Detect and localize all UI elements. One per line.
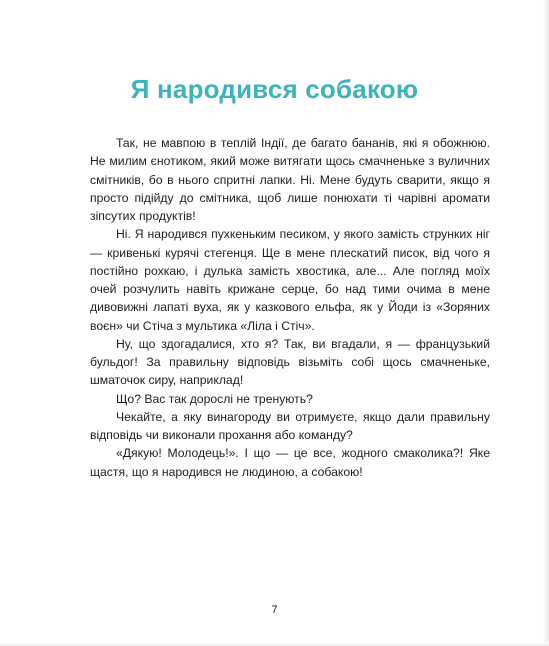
chapter-title: Я народився собакою: [130, 74, 419, 104]
chapter-body: [90, 134, 490, 481]
paragraph: Ну, що здогадалися, хто я? Так, ви вгадали, я — французький бульдог! За правильну відповідь візьміть собі щось смачненьке, шматочок сиру, наприклад!: [90, 336, 490, 388]
page-bottom-shadow: [0, 642, 549, 646]
paragraph: Так, не мавпою в теплій Індії, де багато бананів, які я обожнюю. Не милим єнотиком, який може витягати щось смачненьке з вуличних смітників, бо в нього спритні лапки. Ні. Мене будуть сварити, якщо я просто підійду до смітника, щоб лише понюхати ті чарівні аромати зіпсутих продуктів!: [90, 136, 490, 223]
page-number: 7: [271, 604, 278, 616]
paragraph: «Дякую! Молодець!». І що — це все, жодного смаколика?! Яке щастя, що я народився не людиною, а собакою!: [90, 446, 490, 479]
paragraph: Чекайте, а яку винагороду ви отримуєте, якщо дали правильну відповідь чи виконали прохання або команду?: [90, 409, 490, 442]
paragraph: Що? Вас так дорослі не тренують?: [116, 391, 313, 406]
page-edge-shadow: [543, 0, 549, 646]
paragraph: Ні. Я народився пухкеньким песиком, у якого замість стрункиx ніг — кривенькі курячі стегенця. Ще в мене плескатий писок, від чого я постійно рохкаю, і дулька замість хвостика, але... Але погляд моїх очей розчулить навіть крижане серце, бо над тими очима в мене дивовижні лапаті вуха, як у казкового ельфа, як у Йоди із «Зоряних воєн» чи Стіча з мультика «Ліла і Стіч».: [90, 227, 490, 333]
